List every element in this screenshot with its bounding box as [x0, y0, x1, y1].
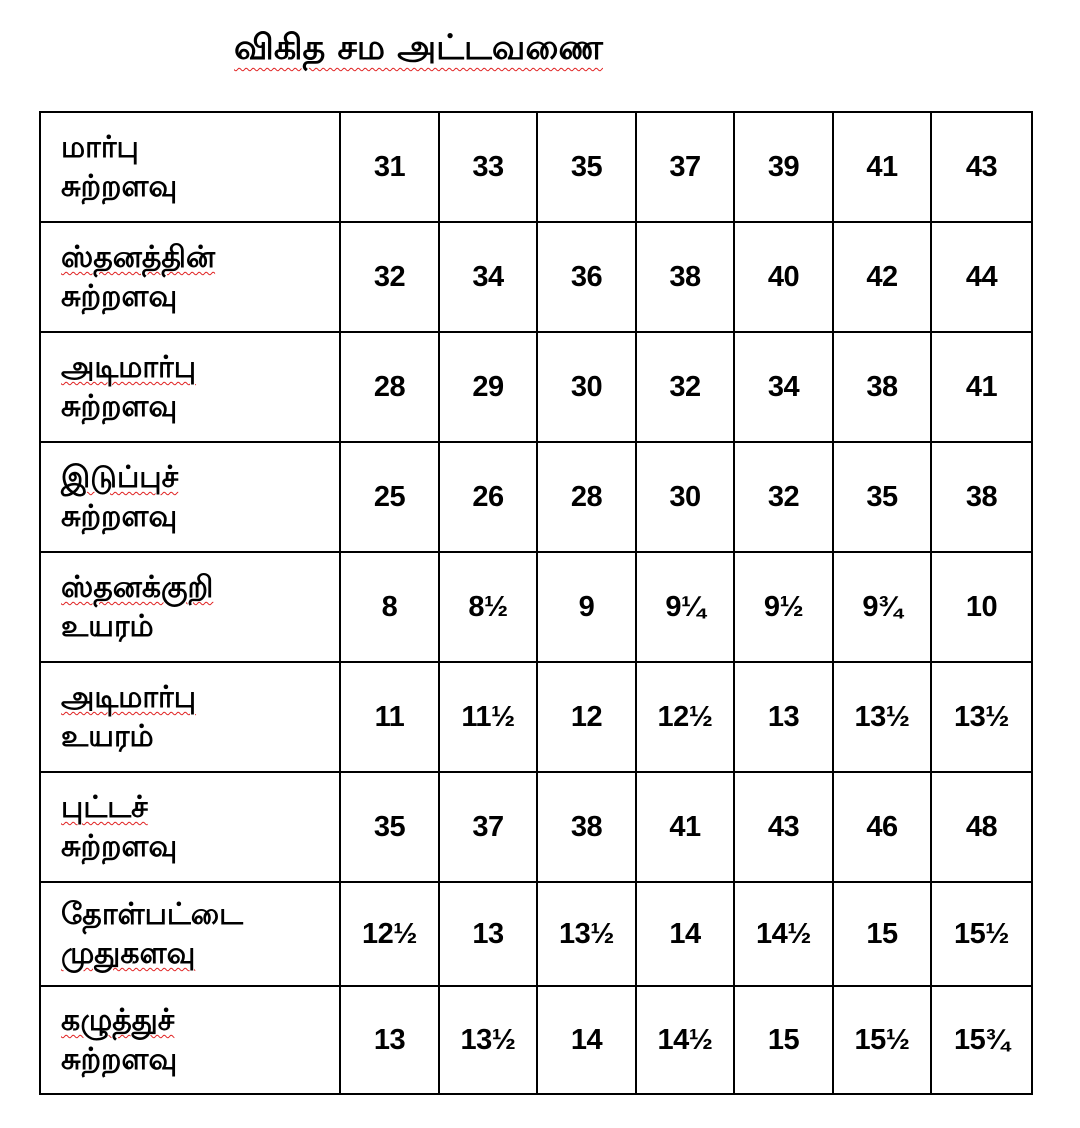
- table-row: [40, 222, 1032, 332]
- table-row: [40, 662, 1032, 772]
- row-label-line1: மார்பு: [61, 130, 139, 165]
- size-value-cell: 11: [340, 662, 439, 772]
- size-value-cell: 28: [340, 332, 439, 442]
- size-value-cell: 29: [439, 332, 537, 442]
- row-label: [40, 662, 340, 772]
- size-value-cell: 38: [931, 442, 1032, 552]
- row-label-line2: உயரம்: [61, 719, 154, 754]
- size-value-cell: 26: [439, 442, 537, 552]
- size-value-cell: 32: [734, 442, 833, 552]
- row-label-line1: தோள்பட்டை: [61, 897, 244, 932]
- size-value-cell: 41: [636, 772, 734, 882]
- size-value-cell: 38: [833, 332, 931, 442]
- row-label-line2: சுற்றளவு: [61, 389, 178, 424]
- size-value-cell: 34: [439, 222, 537, 332]
- row-label-line2: சுற்றளவு: [61, 169, 178, 204]
- size-value-cell: 43: [931, 112, 1032, 222]
- size-value-cell: 15¾: [931, 986, 1032, 1094]
- size-value-cell: 13½: [833, 662, 931, 772]
- row-label-line2: முதுகளவு: [61, 936, 196, 971]
- row-label-line1: இடுப்புச்: [61, 460, 179, 495]
- size-value-cell: 14: [636, 882, 734, 986]
- size-value-cell: 15½: [833, 986, 931, 1094]
- size-value-cell: 15: [833, 882, 931, 986]
- row-label-line1: அடிமார்பு: [61, 680, 197, 715]
- size-value-cell: 32: [636, 332, 734, 442]
- size-value-cell: 8½: [439, 552, 537, 662]
- row-label-line1: ஸ்தனக்குறி: [61, 570, 214, 605]
- size-value-cell: 35: [833, 442, 931, 552]
- table-row: [40, 552, 1032, 662]
- row-label: [40, 986, 340, 1094]
- row-label: [40, 442, 340, 552]
- size-value-cell: 30: [636, 442, 734, 552]
- size-value-cell: 13: [734, 662, 833, 772]
- size-value-cell: 8: [340, 552, 439, 662]
- size-value-cell: 44: [931, 222, 1032, 332]
- size-value-cell: 35: [537, 112, 636, 222]
- table-row: [40, 882, 1032, 986]
- size-value-cell: 15: [734, 986, 833, 1094]
- size-value-cell: 10: [931, 552, 1032, 662]
- size-value-cell: 41: [931, 332, 1032, 442]
- row-label-line2: சுற்றளவு: [61, 1042, 178, 1077]
- size-value-cell: 9½: [734, 552, 833, 662]
- size-value-cell: 13: [340, 986, 439, 1094]
- size-value-cell: 42: [833, 222, 931, 332]
- size-value-cell: 28: [537, 442, 636, 552]
- size-value-cell: 32: [340, 222, 439, 332]
- size-value-cell: 12½: [636, 662, 734, 772]
- table-row: [40, 332, 1032, 442]
- row-label-line2: சுற்றளவு: [61, 279, 178, 314]
- size-value-cell: 15½: [931, 882, 1032, 986]
- size-value-cell: 48: [931, 772, 1032, 882]
- size-value-cell: 38: [537, 772, 636, 882]
- size-value-cell: 40: [734, 222, 833, 332]
- table-row: [40, 112, 1032, 222]
- size-value-cell: 14½: [636, 986, 734, 1094]
- row-label: [40, 552, 340, 662]
- size-value-cell: 37: [636, 112, 734, 222]
- size-value-cell: 9¾: [833, 552, 931, 662]
- table-row: [40, 442, 1032, 552]
- row-label-line2: சுற்றளவு: [61, 499, 178, 534]
- size-value-cell: 31: [340, 112, 439, 222]
- row-label: [40, 332, 340, 442]
- size-value-cell: 13: [439, 882, 537, 986]
- row-label-line1: கழுத்துச்: [61, 1003, 175, 1038]
- row-label: [40, 112, 340, 222]
- size-value-cell: 43: [734, 772, 833, 882]
- page-title: விகித சம அட்டவணை: [234, 28, 603, 68]
- row-label: [40, 222, 340, 332]
- size-value-cell: 13½: [537, 882, 636, 986]
- size-value-cell: 13½: [931, 662, 1032, 772]
- row-label-line1: ஸ்தனத்தின்: [61, 240, 216, 275]
- size-value-cell: 36: [537, 222, 636, 332]
- table-row: [40, 986, 1032, 1094]
- size-proportion-table: [39, 111, 1033, 1095]
- size-value-cell: 37: [439, 772, 537, 882]
- size-value-cell: 35: [340, 772, 439, 882]
- size-value-cell: 9: [537, 552, 636, 662]
- size-value-cell: 46: [833, 772, 931, 882]
- size-value-cell: 30: [537, 332, 636, 442]
- size-value-cell: 13½: [439, 986, 537, 1094]
- size-value-cell: 12: [537, 662, 636, 772]
- size-value-cell: 38: [636, 222, 734, 332]
- size-value-cell: 34: [734, 332, 833, 442]
- size-value-cell: 14½: [734, 882, 833, 986]
- row-label-line1: அடிமார்பு: [61, 350, 197, 385]
- size-value-cell: 33: [439, 112, 537, 222]
- table-row: [40, 772, 1032, 882]
- row-label-line2: உயரம்: [61, 609, 154, 644]
- row-label-line1: புட்டச்: [61, 790, 148, 825]
- size-value-cell: 12½: [340, 882, 439, 986]
- size-value-cell: 9¼: [636, 552, 734, 662]
- size-value-cell: 41: [833, 112, 931, 222]
- size-value-cell: 25: [340, 442, 439, 552]
- row-label-line2: சுற்றளவு: [61, 829, 178, 864]
- row-label: [40, 882, 340, 986]
- size-value-cell: 11½: [439, 662, 537, 772]
- size-value-cell: 14: [537, 986, 636, 1094]
- row-label: [40, 772, 340, 882]
- size-value-cell: 39: [734, 112, 833, 222]
